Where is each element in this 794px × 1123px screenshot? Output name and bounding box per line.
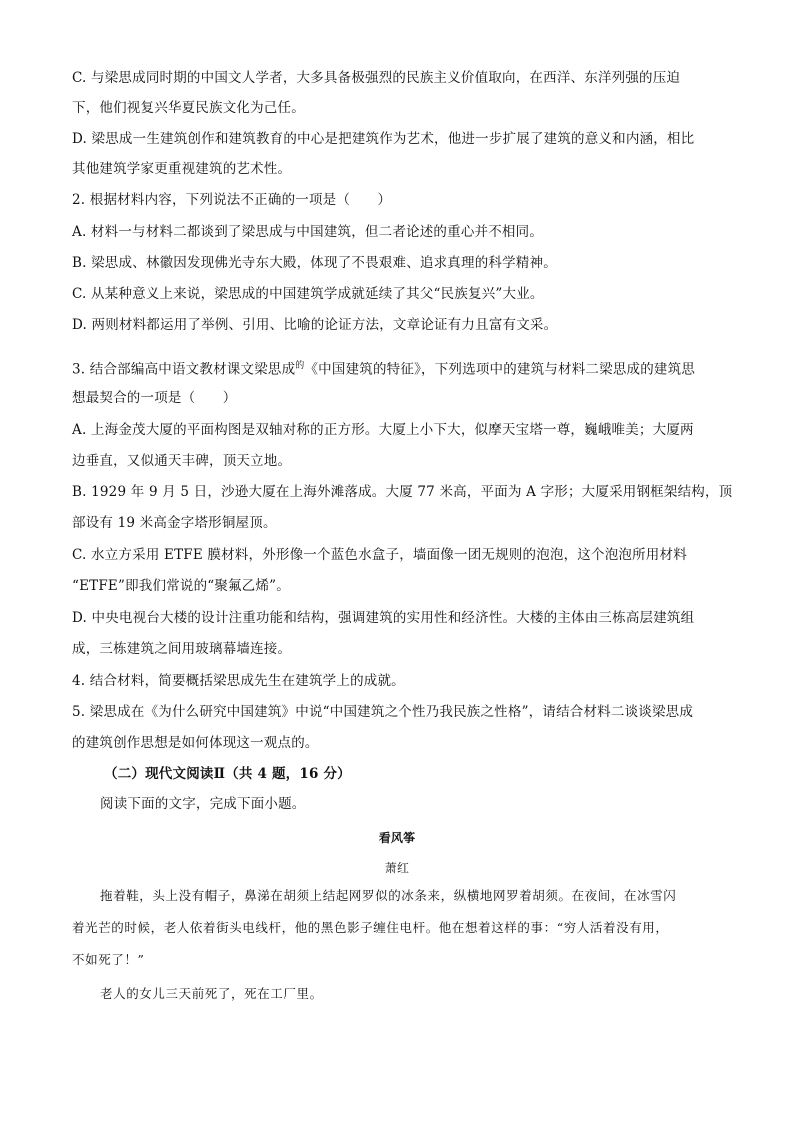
q3-stem-part-b: 《中国建筑的特征》，下列选项中的建筑与材料二梁思成的建筑思 bbox=[304, 361, 696, 378]
q3-option-d-line1: D. 中央电视台大楼的设计注重功能和结构，强调建筑的实用性和经济性。大楼的主体由三栋高层建筑组 bbox=[72, 610, 695, 626]
q4-stem: 4. 结合材料，简要概括梁思成先生在建筑学上的成就。 bbox=[72, 673, 405, 689]
story-author: 萧红 bbox=[384, 861, 410, 875]
q3-option-c-line2: “ETFE”即我们常说的“聚氟乙烯”。 bbox=[72, 578, 290, 594]
story-title: 看风筝 bbox=[378, 831, 416, 845]
q5-stem-line2: 的建筑创作思想是如何体现这一观点的。 bbox=[72, 735, 319, 751]
q3-option-b-line1: B. 1929 年 9 月 5 日，沙逊大厦在上海外滩落成。大厦 77 米高，平面为 A 字形；大厦采用钢框架结构，顶 bbox=[72, 484, 733, 500]
story-p2-line1: 老人的女儿三天前死了，死在工厂里。 bbox=[100, 986, 323, 1001]
q2-option-c: C. 从某种意义上来说，梁思成的中国建筑学成就延续了其父“民族复兴”大业。 bbox=[72, 286, 544, 302]
q1-option-c-line1: C. 与梁思成同时期的中国文人学者，大多具备极强烈的民族主义价值取向，在西洋、东洋列强的压迫 bbox=[72, 70, 681, 86]
q1-option-c-line2: 下，他们视复兴华夏民族文化为己任。 bbox=[72, 100, 305, 116]
section-instruction: 阅读下面的文字，完成下面小题。 bbox=[100, 796, 306, 812]
q2-stem: 2. 根据材料内容，下列说法不正确的一项是（ ） bbox=[72, 192, 392, 208]
story-p1-line1: 拖着鞋，头上没有帽子，鼻涕在胡须上结起网罗似的冰条来，纵横地网罗着胡须。在夜间，在冰雪闪 bbox=[100, 888, 677, 903]
story-p1-line2: 着光芒的时候，老人依着街头电线杆，他的黑色影子缠住电杆。他在想着这样的事：“穷人活着没有用， bbox=[72, 920, 669, 935]
q3-option-c-line1: C. 水立方采用 ETFE 膜材料，外形像一个蓝色水盒子，墙面像一团无规则的泡泡，这个泡泡所用材料 bbox=[72, 547, 687, 563]
q3-stem-line1 bbox=[72, 356, 722, 380]
q3-option-b-line2: 部设有 19 米高金字塔形铜屋顶。 bbox=[72, 515, 277, 531]
q2-option-b: B. 梁思成、林徽因发现佛光寺东大殿，体现了不畏艰难、追求真理的科学精神。 bbox=[72, 255, 557, 271]
q1-option-d-line2: 其他建筑学家更重视建筑的艺术性。 bbox=[72, 161, 292, 177]
q2-option-a: A. 材料一与材料二都谈到了梁思成与中国建筑，但二者论述的重心并不相同。 bbox=[72, 224, 544, 240]
q3-option-a-line1: A. 上海金茂大厦的平面构图是双轴对称的正方形。大厦上小下大，似摩天宝塔一尊，巍峨唯美；大厦两 bbox=[72, 422, 694, 438]
story-p1-line3: 不如死了！” bbox=[72, 952, 145, 967]
q3-option-a-line2: 边垂直，又似通天丰碑，顶天立地。 bbox=[72, 453, 292, 469]
q3-option-d-line2: 成，三栋建筑之间用玻璃幕墙连接。 bbox=[72, 641, 292, 657]
q3-stem-part-a: 3. 结合部编高中语文教材课文梁思成 bbox=[72, 361, 296, 378]
section-heading: （二）现代文阅读Ⅱ（共 4 题，16 分） bbox=[104, 766, 351, 782]
q2-option-d: D. 两则材料都运用了举例、引用、比喻的论证方法，文章论证有力且富有文采。 bbox=[72, 317, 558, 333]
q1-option-d-line1: D. 梁思成一生建筑创作和建筑教育的中心是把建筑作为艺术，他进一步扩展了建筑的意义和内涵，相比 bbox=[72, 131, 695, 147]
q5-stem-line1: 5. 梁思成在《为什么研究中国建筑》中说“中国建筑之个性乃我民族之性格”，请结合材料二谈谈梁思成 bbox=[72, 704, 694, 720]
q3-stem-superscript: 的 bbox=[295, 361, 305, 371]
q3-stem-line2: 想最契合的一项是（ ） bbox=[72, 390, 237, 406]
